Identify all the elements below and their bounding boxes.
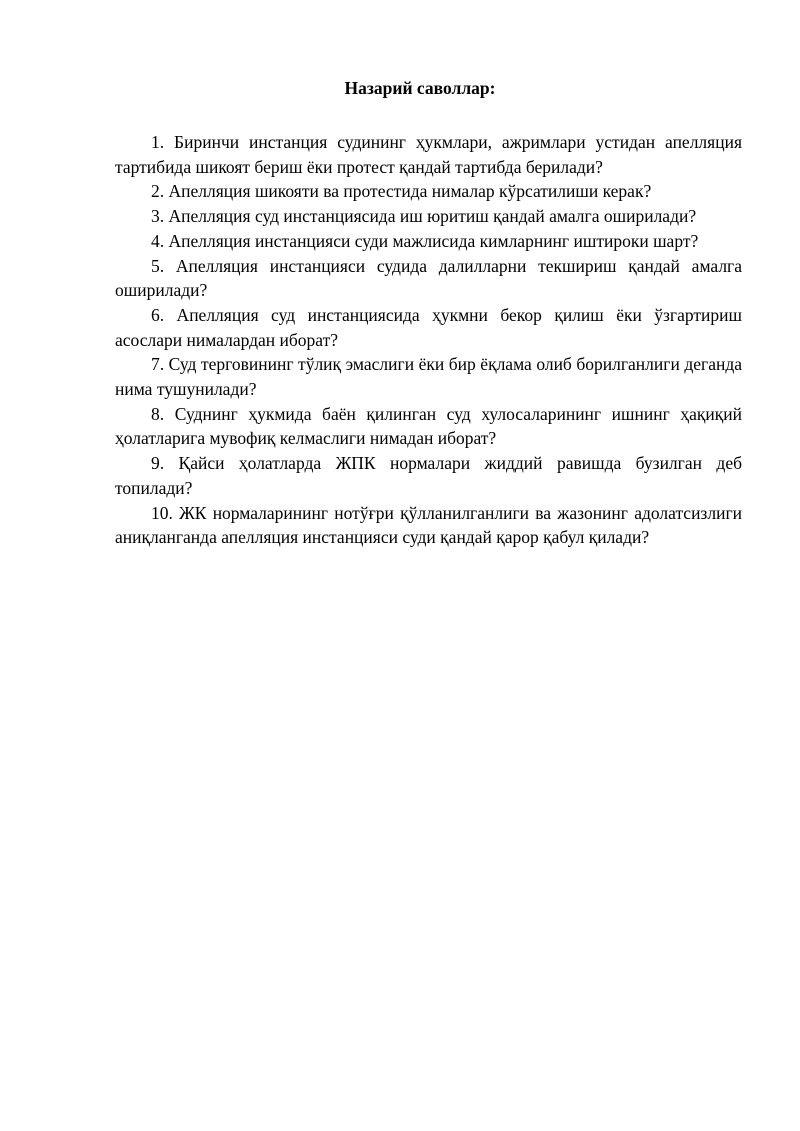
question-item-7: 7. Суд терговининг тўлиқ эмаслиги ёки бир ёқлама олиб борилганлиги деганда нима тушунилади? — [115, 354, 742, 400]
question-item-1: 1. Биринчи инстанция судининг ҳукмлари, ажримлари устидан апелляция тартибида шикоят бериш ёки протест қандай тартибда берилади? — [115, 132, 742, 177]
question-item-8: 8. Суднинг ҳукмида баён қилинган суд хулосаларининг ишнинг ҳақиқий ҳолатларига мувофиқ келмаслиги нимадан иборат? — [115, 403, 742, 449]
question-item-4: 4. Апелляция инстанцияси суди мажлисида кимларнинг иштироки шарт? — [151, 230, 699, 251]
question-item-2: 2. Апелляция шикояти ва протестида нималар кўрсатилиши керак? — [151, 181, 652, 202]
question-list — [115, 130, 742, 550]
question-item-3: 3. Апелляция суд инстанциясида иш юритиш қандай амалга оширилади? — [151, 206, 697, 227]
document-title: Назарий саволлар: — [344, 78, 496, 98]
question-item-5: 5. Апелляция инстанцияси судида далилларни текшириш қандай амалга оширилади? — [115, 255, 742, 301]
question-item-9: 9. Қайси ҳолатларда ЖПК нормалари жиддий равишда бузилган деб топилади? — [115, 453, 742, 498]
question-item-6: 6. Апелляция суд инстанциясида ҳукмни бекор қилиш ёки ўзгартириш асослари нималардан иборат? — [115, 304, 742, 350]
question-item-10: 10. ЖК нормаларининг нотўғри қўлланилганлиги ва жазонинг адолатсизлиги аниқланганда апелляция инстанцияси суди қандай қарор қабул қилади? — [115, 502, 742, 548]
